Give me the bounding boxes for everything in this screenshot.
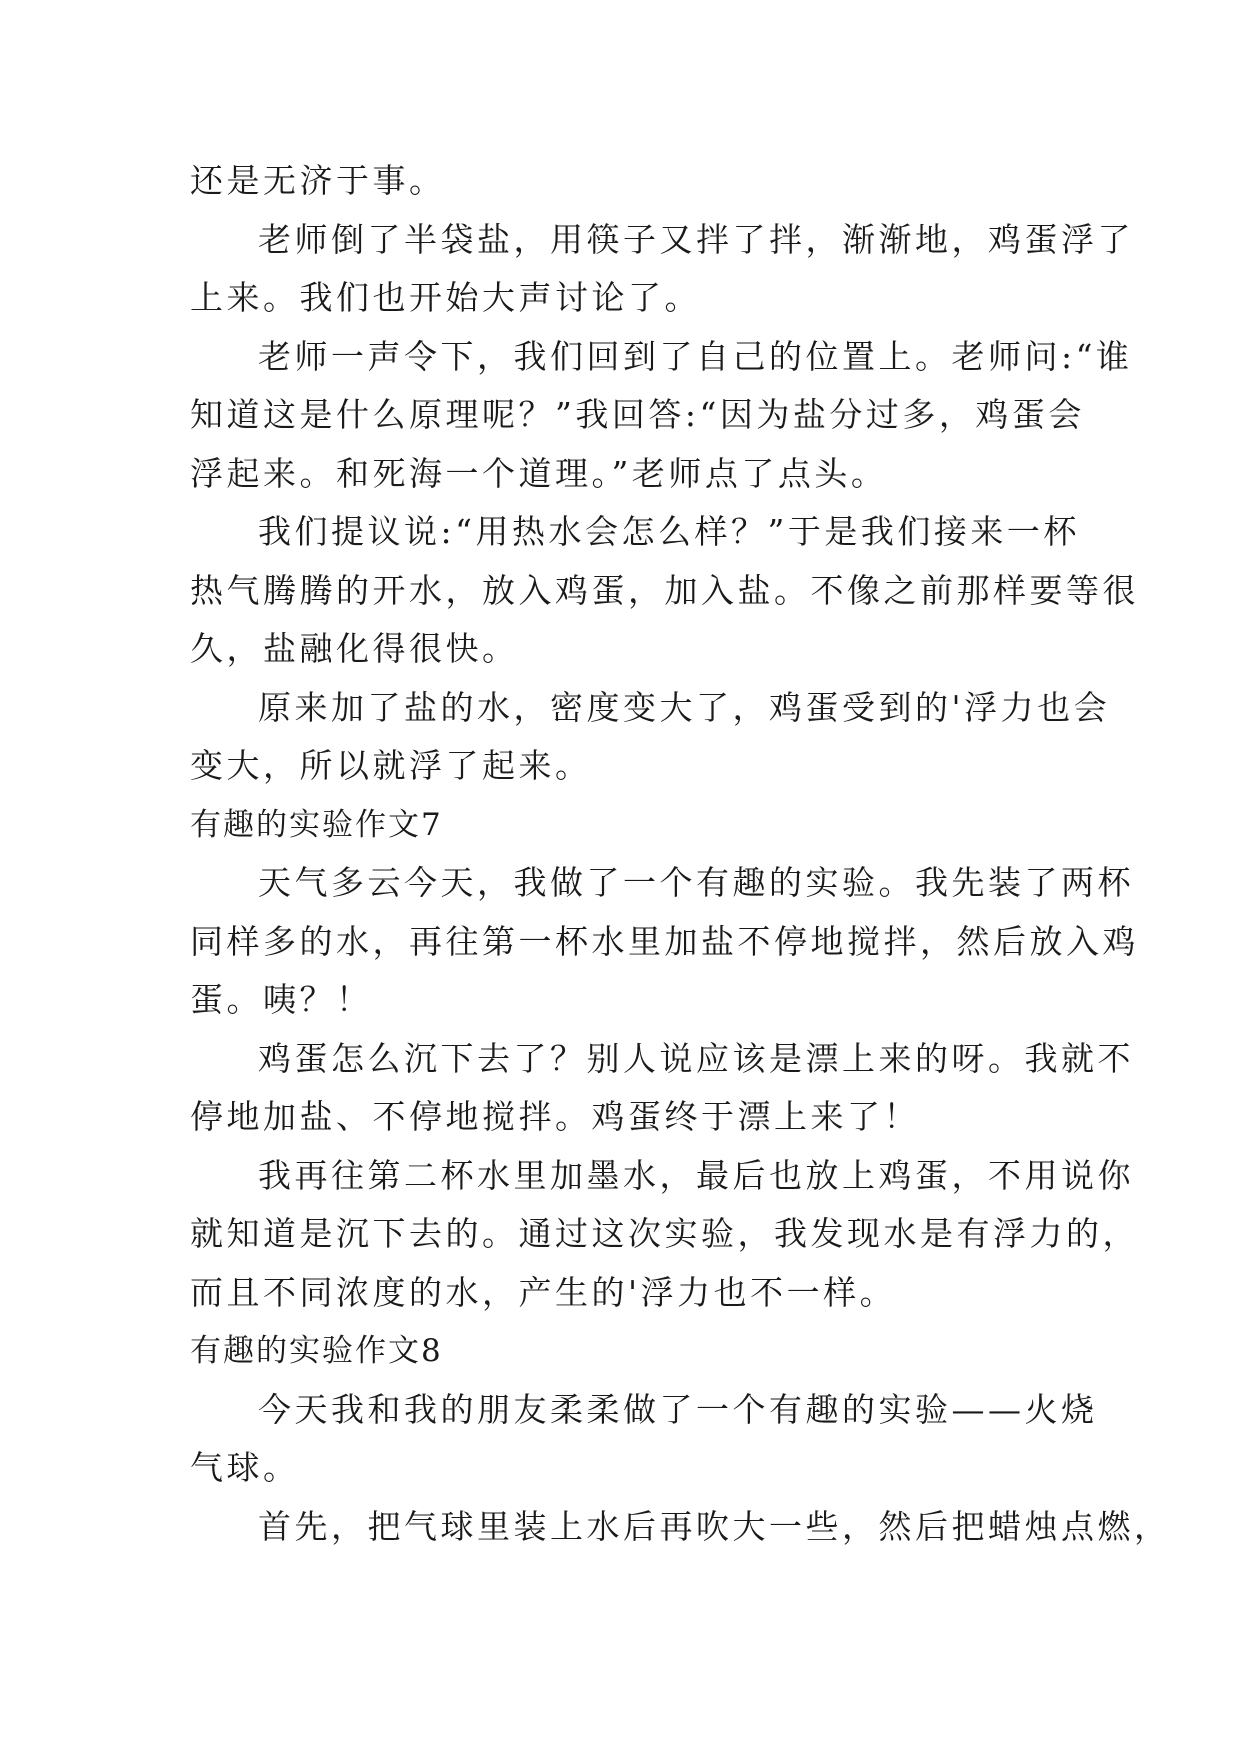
body-line: 热气腾腾的开水，放入鸡蛋，加入盐。不像之前那样要等很	[190, 570, 1139, 610]
body-line: 就知道是沉下去的。通过这次实验，我发现水是有浮力的，	[190, 1214, 1139, 1253]
document-page	[190, 152, 1171, 1556]
paragraph-start-line: 老师倒了半袋盐，用筷子又拌了拌，渐渐地，鸡蛋浮了	[258, 219, 1134, 259]
body-line: 浮起来。和死海一个道理。”老师点了点头。	[190, 453, 888, 493]
paragraph-start-line: 天气多云今天，我做了一个有趣的实验。我先装了两杯	[258, 863, 1134, 902]
body-line: 久，盐融化得很快。	[190, 629, 519, 668]
section-heading: 有趣的实验作文8	[190, 1333, 443, 1369]
paragraph-start-line: 今天我和我的朋友柔柔做了一个有趣的实验——火烧	[258, 1389, 1098, 1429]
section-heading: 有趣的实验作文7	[190, 806, 443, 843]
body-line: 蛋。咦？！	[190, 980, 373, 1019]
body-line: 上来。我们也开始大声讨论了。	[190, 278, 701, 317]
body-line: 变大，所以就浮了起来。	[190, 746, 592, 785]
paragraph-start-line: 首先，把气球里装上水后再吹大一些，然后把蜡烛点燃，	[258, 1506, 1171, 1546]
body-line: 知道这是什么原理呢？”我回答:“因为盐分过多，鸡蛋会	[190, 395, 1085, 434]
body-line: 同样多的水，再往第一杯水里加盐不停地搅拌，然后放入鸡	[190, 921, 1139, 961]
body-line: 而且不同浓度的水，产生的'浮力也不一样。	[190, 1272, 897, 1312]
body-line: 气球。	[190, 1448, 300, 1487]
paragraph-start-line: 我们提议说:“用热水会怎么样？”于是我们接来一杯	[258, 512, 1080, 551]
paragraph-start-line: 鸡蛋怎么沉下去了？别人说应该是漂上来的呀。我就不	[258, 1038, 1134, 1078]
paragraph-start-line: 我再往第二杯水里加墨水，最后也放上鸡蛋，不用说你	[258, 1155, 1134, 1195]
body-line: 停地加盐、不停地搅拌。鸡蛋终于漂上来了！	[190, 1097, 920, 1136]
body-line: 还是无济于事。	[190, 161, 446, 200]
paragraph-start-line: 原来加了盐的水，密度变大了，鸡蛋受到的'浮力也会	[258, 687, 1111, 727]
paragraph-start-line: 老师一声令下，我们回到了自己的位置上。老师问:“谁	[258, 336, 1133, 376]
